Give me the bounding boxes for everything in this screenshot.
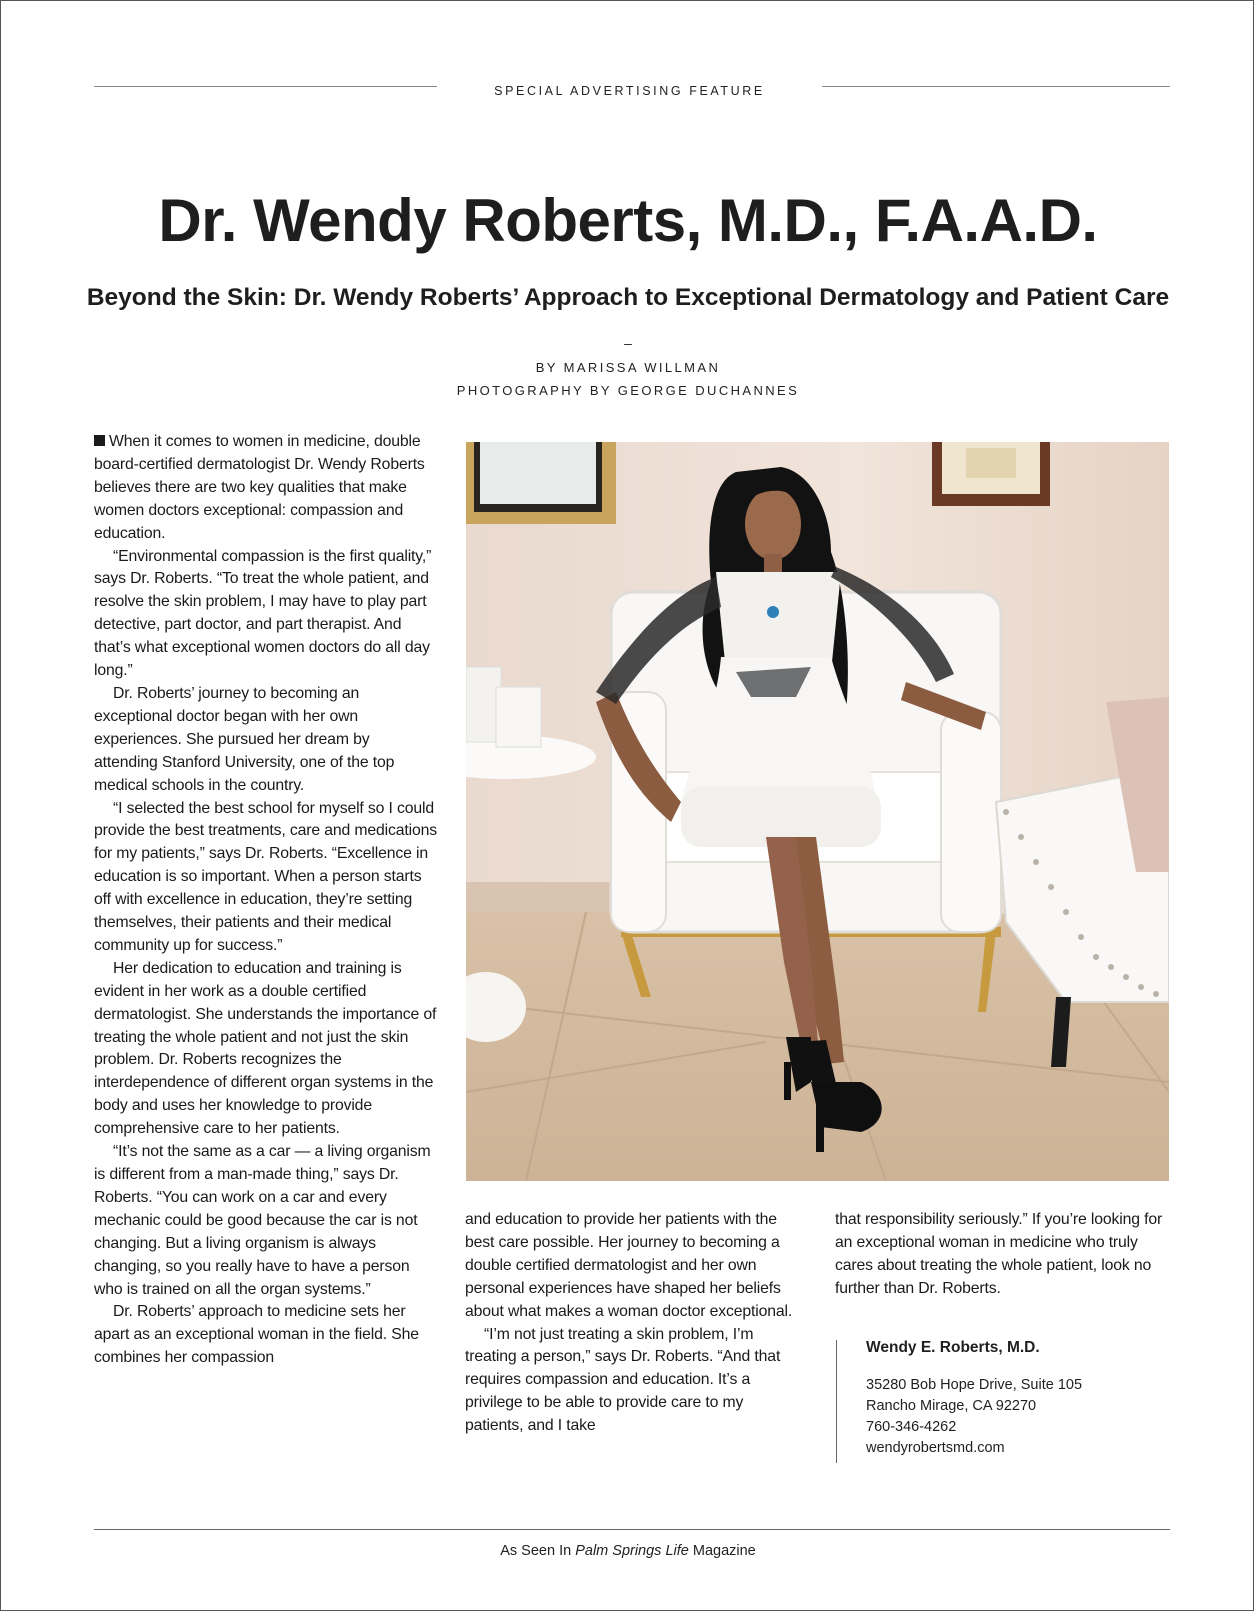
paragraph: Her dedication to education and training is evident in her work as a double certified dermatologist. She understands the importance of treating the whole patient and not just the skin problem. Dr. Roberts recognizes the interdependence of different organ systems in the body and uses her knowledge to provide comprehensive care to her patients. <box>94 959 437 1138</box>
article-column-2 <box>465 1209 805 1438</box>
paragraph: “Environmental compassion is the first quality,” says Dr. Roberts. “To treat the whole patient, and resolve the skin problem, I may have to play part detective, part doctor, and part therapist. And that’s what exceptional women doctors do all day long.” <box>94 547 432 680</box>
portrait-photo <box>466 442 1169 1181</box>
contact-address-line-2: Rancho Mirage, CA 92270 <box>866 1398 1037 1414</box>
paragraph: “I selected the best school for myself so I could provide the best treatments, care and medications for my patients,” says Dr. Roberts. “Excellence in education is so important. When a person starts off with excellence in education, they’re setting themselves, their patients and their medical community up for success.” <box>94 799 438 954</box>
article-column-3 <box>835 1209 1165 1301</box>
article-subtitle: Beyond the Skin: Dr. Wendy Roberts’ Approach to Exceptional Dermatology and Patient Care <box>86 284 1170 311</box>
paragraph: Dr. Roberts’ journey to becoming an exceptional doctor began with her own experiences. She pursued her dream by attending Stanford University, one of the top medical schools in the country. <box>94 684 395 794</box>
portrait-illustration <box>466 442 1169 1181</box>
footer-publication: Palm Springs Life <box>575 1543 689 1559</box>
photo-credit: PHOTOGRAPHY BY GEORGE DUCHANNES <box>456 383 800 398</box>
paragraph-text: When it comes to women in medicine, double board-certified dermatologist Dr. Wendy Roberts believes there are two key qualities that make women doctors exceptional: compassion and education. <box>94 433 425 542</box>
paragraph: that responsibility seriously.” If you’re looking for an exceptional woman in medicine who truly cares about treating the whole patient, look no further than Dr. Roberts. <box>835 1211 1163 1297</box>
byline-separator: – <box>624 335 632 351</box>
byline: BY MARISSA WILLMAN <box>535 360 721 375</box>
footer-rule <box>94 1529 1170 1530</box>
paragraph: “It’s not the same as a car — a living organism is different from a man-made thing,” says Dr. Roberts. “You can work on a car and every mechanic could be good because the car is not changing. But a living organism is always changing, so you really have to have a person who is trained on all the organ systems.” <box>94 1143 431 1298</box>
contact-address-line-1: 35280 Bob Hope Drive, Suite 105 <box>866 1377 1083 1393</box>
paragraph: and education to provide her patients with the best care possible. Her journey to becoming a double certified dermatologist and her own personal experiences have shaped her beliefs about what makes a woman doctor exceptional. <box>465 1211 793 1320</box>
header-rule-left <box>94 86 437 87</box>
footer-note <box>1 1543 1255 1559</box>
paragraph <box>94 431 437 546</box>
paragraph: Dr. Roberts’ approach to medicine sets her apart as an exceptional woman in the field. She combines her compassion <box>94 1303 419 1367</box>
footer-suffix: Magazine <box>688 1543 756 1559</box>
paragraph: “I’m not just treating a skin problem, I’m treating a person,” says Dr. Roberts. “And that requires compassion and education. It’s a privilege to be able to provide care to my patients, and I take <box>465 1325 781 1435</box>
start-square-icon <box>94 435 105 446</box>
header-rule-right <box>822 86 1170 87</box>
article-column-1 <box>94 431 437 1370</box>
footer-prefix: As Seen In <box>500 1543 576 1559</box>
contact-name: Wendy E. Roberts, M.D. <box>866 1339 1040 1356</box>
contact-phone: 760-346-4262 <box>866 1419 957 1435</box>
section-kicker: SPECIAL ADVERTISING FEATURE <box>494 84 765 98</box>
contact-details <box>866 1375 1082 1459</box>
contact-card <box>836 1340 1082 1463</box>
contact-website[interactable]: wendyrobertsmd.com <box>866 1440 1005 1456</box>
article-title: Dr. Wendy Roberts, M.D., F.A.A.D. <box>158 187 1098 254</box>
